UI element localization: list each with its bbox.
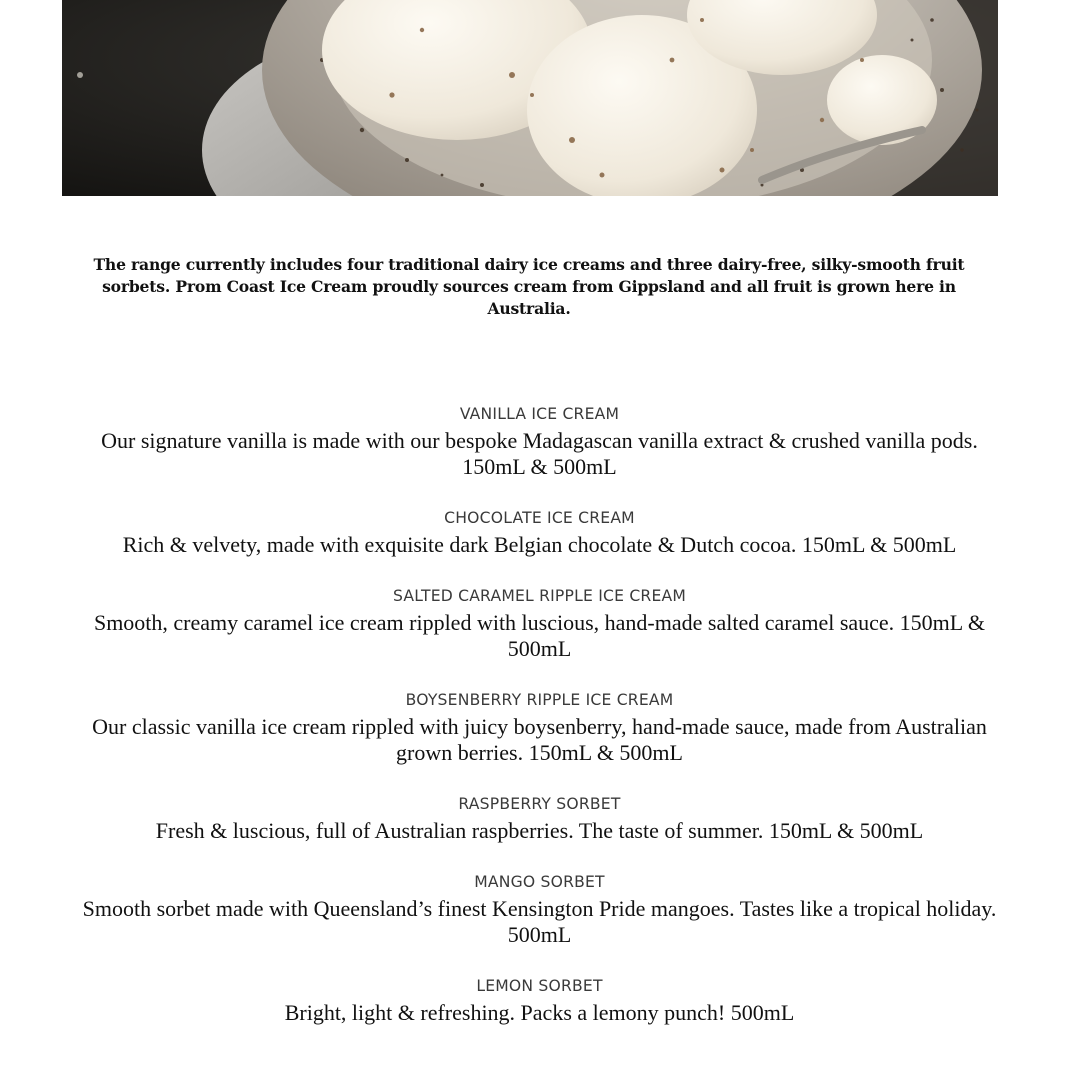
- hero-image: [62, 0, 998, 196]
- flavour-item-vanilla: [40, 402, 1039, 480]
- flavour-list: [40, 402, 1039, 1052]
- flavour-item-lemon: [40, 974, 1039, 1026]
- flavour-description: Our signature vanilla is made with our bespoke Madagascan vanilla extract & crushed vanilla pods. 150mL & 500mL: [101, 428, 978, 479]
- flavour-name: RASPBERRY SORBET: [458, 795, 621, 813]
- flavour-description: Our classic vanilla ice cream rippled with juicy boysenberry, hand-made sauce, made from Australian grown berries. 150mL & 500mL: [92, 714, 987, 765]
- flavour-name: MANGO SORBET: [474, 873, 605, 891]
- ice-cream-bowl-photo: [62, 0, 998, 196]
- flavour-description: Fresh & luscious, full of Australian raspberries. The taste of summer. 150mL & 500mL: [155, 818, 924, 843]
- intro-paragraph: The range currently includes four traditional dairy ice creams and three dairy-free, silky-smooth fruit sorbets. Prom Coast Ice Cream proudly sources cream from Gippsland and all fruit is grown here in Australia.: [93, 255, 965, 318]
- flavour-description: Rich & velvety, made with exquisite dark Belgian chocolate & Dutch cocoa. 150mL & 500mL: [122, 532, 957, 557]
- flavour-item-raspberry: [40, 792, 1039, 844]
- flavour-name: CHOCOLATE ICE CREAM: [444, 509, 635, 527]
- flavour-description: Smooth sorbet made with Queensland’s finest Kensington Pride mangoes. Tastes like a tropical holiday. 500mL: [82, 896, 997, 947]
- flavour-description: Bright, light & refreshing. Packs a lemony punch! 500mL: [284, 1000, 795, 1025]
- flavour-item-chocolate: [40, 506, 1039, 558]
- flavour-item-mango: [40, 870, 1039, 948]
- flavour-name: BOYSENBERRY RIPPLE ICE CREAM: [405, 691, 674, 709]
- flavour-description: Smooth, creamy caramel ice cream rippled with luscious, hand-made salted caramel sauce. 150mL & 500mL: [93, 610, 986, 661]
- flavour-name: VANILLA ICE CREAM: [459, 405, 620, 423]
- flavour-item-boysenberry: [40, 688, 1039, 766]
- flavour-name: SALTED CARAMEL RIPPLE ICE CREAM: [392, 587, 687, 605]
- flavour-item-salted-caramel: [40, 584, 1039, 662]
- flavour-name: LEMON SORBET: [476, 977, 603, 995]
